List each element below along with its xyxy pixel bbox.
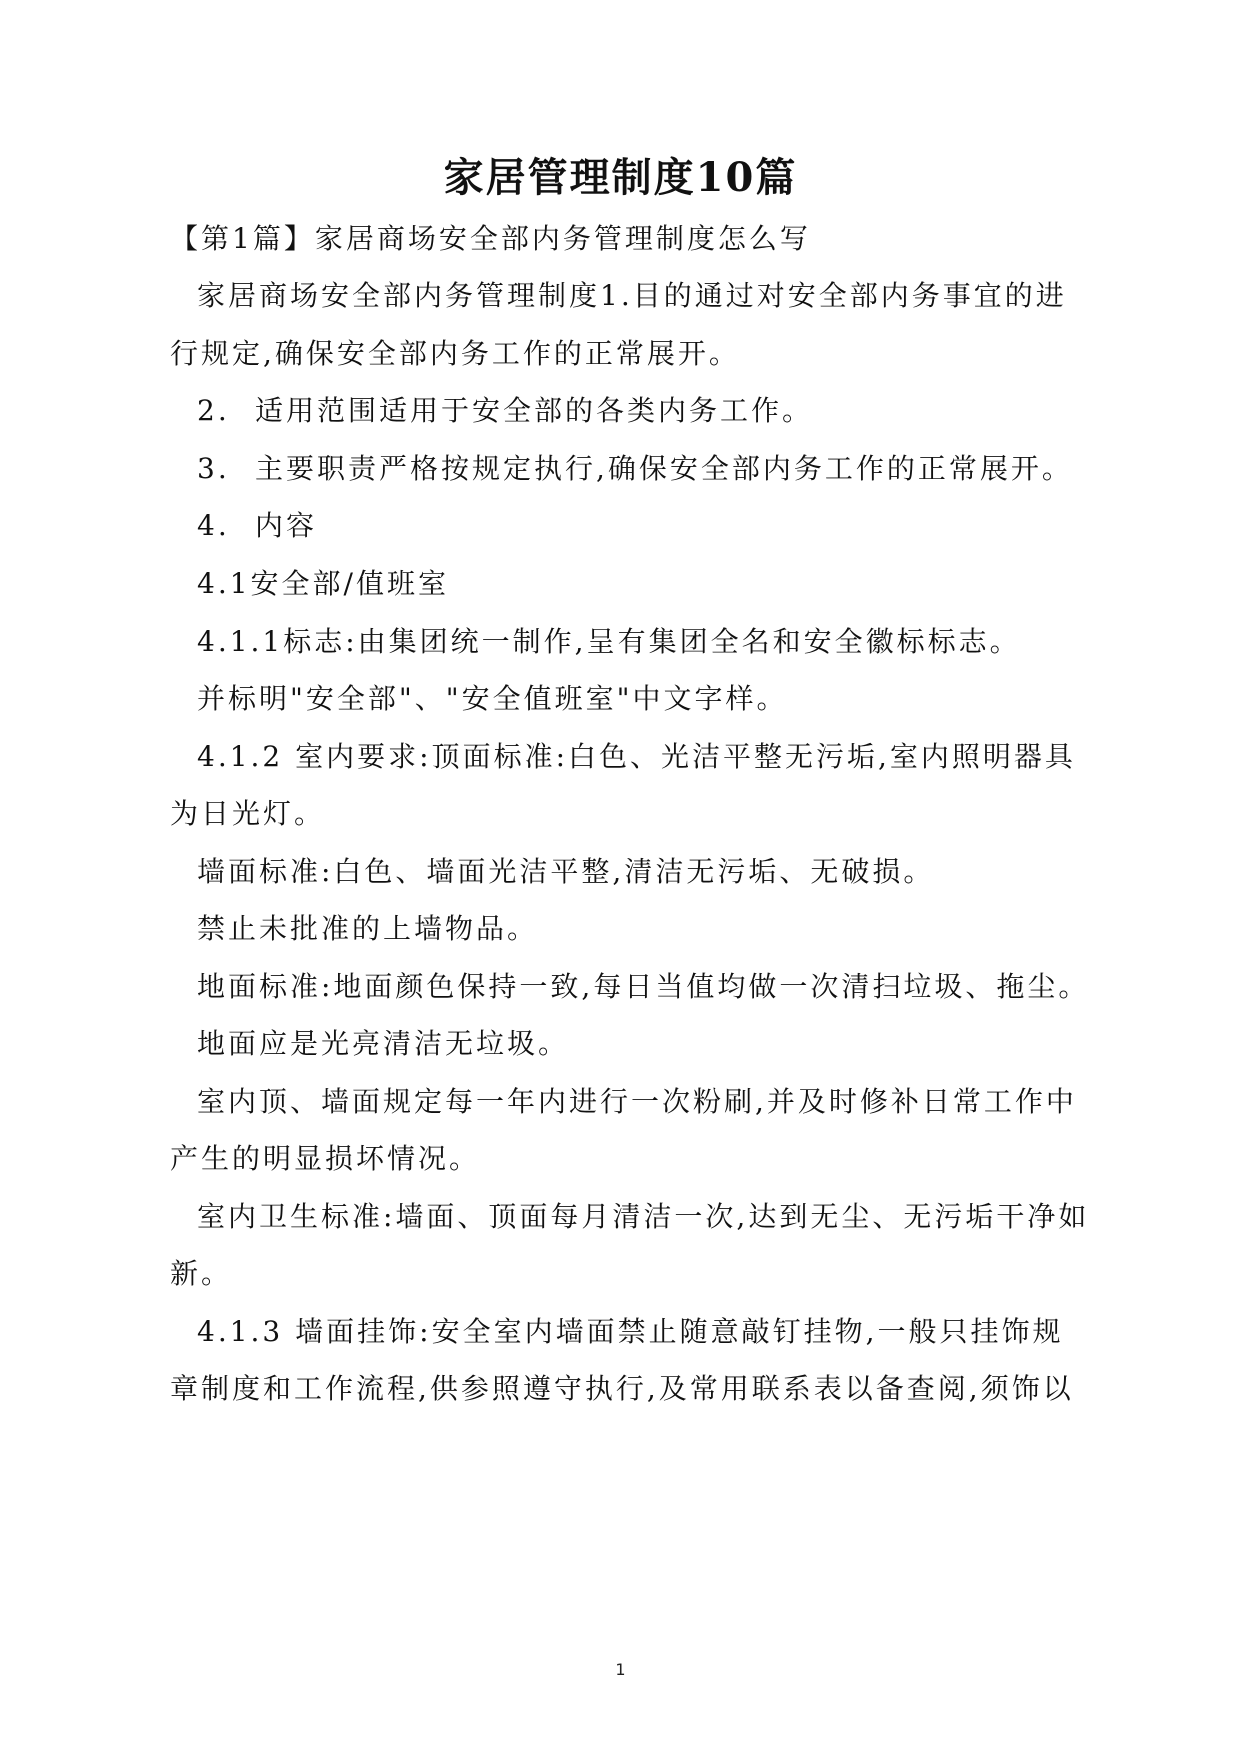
paragraph-line: 室内顶、墙面规定每一年内进行一次粉刷,并及时修补日常工作中 <box>197 1085 1077 1118</box>
paragraph-line: 产生的明显损坏情况。 <box>170 1142 481 1175</box>
paragraph-line: 新。 <box>170 1257 233 1290</box>
document-title: 家居管理制度10篇 <box>443 154 798 201</box>
list-item <box>197 391 813 431</box>
paragraph-line: 章制度和工作流程,供参照遵守执行,及常用联系表以备查阅,须饰以 <box>170 1372 1074 1405</box>
paragraph-line: 地面标准:地面颜色保持一致,每日当值均做一次清扫垃圾、拖尘。 <box>197 970 1090 1003</box>
paragraph-line: 墙面标准:白色、墙面光洁平整,清洁无污垢、无破损。 <box>197 855 935 888</box>
list-item-number: 2. <box>197 394 230 427</box>
paragraph-line: 4.1.3 墙面挂饰:安全室内墙面禁止随意敲钉挂物,一般只挂饰规 <box>197 1315 1064 1348</box>
list-item <box>197 449 1073 489</box>
list-item <box>197 506 317 546</box>
list-item-number: 4. <box>197 509 230 542</box>
paragraph-line: 禁止未批准的上墙物品。 <box>197 912 539 945</box>
paragraph-line: 为日光灯。 <box>170 797 326 830</box>
paragraph-line: 室内卫生标准:墙面、顶面每月清洁一次,达到无尘、无污垢干净如 <box>197 1200 1090 1233</box>
list-item-text: 适用范围适用于安全部的各类内务工作。 <box>255 394 814 427</box>
paragraph-line: 4.1.1标志:由集团统一制作,呈有集团全名和安全徽标标志。 <box>197 625 1021 658</box>
page-number: 1 <box>615 1660 626 1679</box>
list-item-text: 内容 <box>255 509 318 542</box>
list-item-text: 主要职责严格按规定执行,确保安全部内务工作的正常展开。 <box>255 452 1073 485</box>
paragraph-line: 4.1.2 室内要求:顶面标准:白色、光洁平整无污垢,室内照明器具 <box>197 740 1076 773</box>
paragraph-line: 行规定,确保安全部内务工作的正常展开。 <box>170 337 740 370</box>
paragraph-line: 地面应是光亮清洁无垃圾。 <box>197 1027 570 1060</box>
section-heading: 【第1篇】家居商场安全部内务管理制度怎么写 <box>170 222 811 255</box>
paragraph-line: 家居商场安全部内务管理制度1.目的通过对安全部内务事宜的进 <box>197 279 1067 312</box>
list-item-number: 3. <box>197 452 230 485</box>
paragraph-line: 并标明"安全部"、"安全值班室"中文字样。 <box>197 682 788 715</box>
paragraph-line: 4.1安全部/值班室 <box>197 567 449 600</box>
